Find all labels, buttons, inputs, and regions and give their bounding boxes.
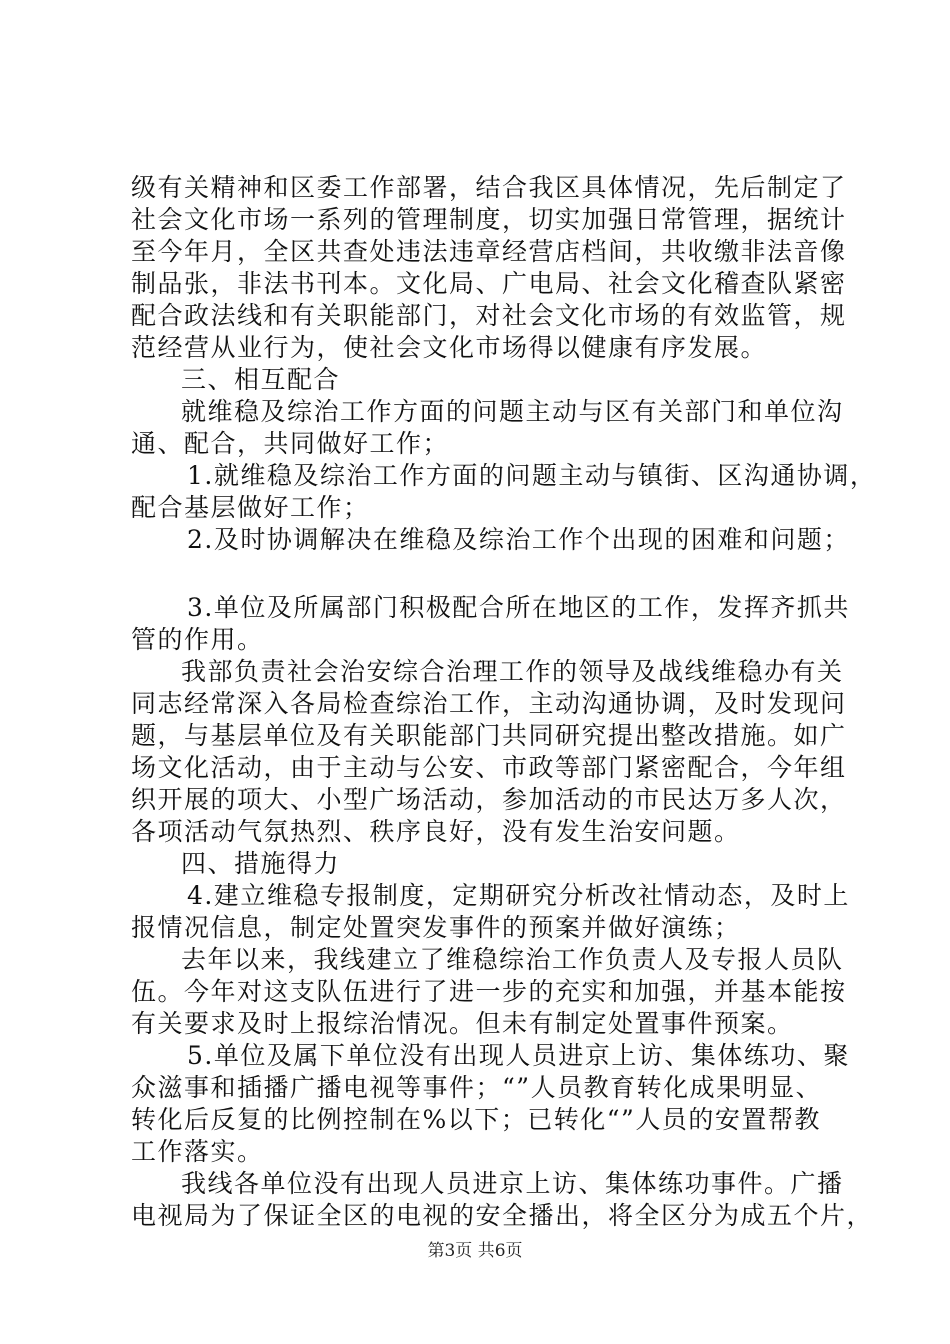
text-line: 我部负责社会治安综合治理工作的领导及战线维稳办有关: [181, 657, 844, 686]
text-line: 报情况信息，制定处置突发事件的预案并做好演练；: [131, 913, 741, 942]
text-line: 范经营从业行为，使社会文化市场得以健康有序发展。: [131, 333, 768, 362]
page-number-footer: 第3页 共6页: [427, 1241, 523, 1261]
text-line: 至今年月，全区共查处违法违章经营店档间，共收缴非法音像: [131, 237, 847, 266]
list-item: 2.及时协调解决在维稳及综治工作个出现的困难和问题；: [187, 525, 850, 554]
text-line: 电视局为了保证全区的电视的安全播出，将全区分为成五个片，: [131, 1201, 874, 1230]
text-line: 通、配合，共同做好工作；: [131, 429, 450, 458]
list-item: 3.单位及所属部门积极配合所在地区的工作，发挥齐抓共: [187, 593, 850, 622]
text-line: 众滋事和插播广播电视等事件；“”人员教育转化成果明显、: [131, 1073, 823, 1102]
text-line: 伍。今年对这支队伍进行了进一步的充实和加强，并基本能按: [131, 977, 847, 1006]
text-line: 织开展的项大、小型广场活动，参加活动的市民达万多人次，: [131, 785, 847, 814]
section-heading: 四、措施得力: [181, 849, 341, 878]
list-item: 4.建立维稳专报制度，定期研究分析改社情动态，及时上: [187, 881, 850, 910]
text-line: 有关要求及时上报综治情况。但未有制定处置事件预案。: [131, 1009, 794, 1038]
text-line: 转化后反复的比例控制在%以下；已转化“”人员的安置帮教: [131, 1105, 821, 1134]
blank-line: [131, 556, 831, 592]
list-item: 1.就维稳及综治工作方面的问题主动与镇街、区沟通协调，: [187, 461, 877, 490]
text-line: 场文化活动，由于主动与公安、市政等部门紧密配合，今年组: [131, 753, 847, 782]
body-text: [131, 172, 877, 1232]
text-line: 管的作用。: [131, 625, 264, 654]
text-line: 我线各单位没有出现人员进京上访、集体练功事件。广播: [181, 1169, 844, 1198]
text-line: 社会文化市场一系列的管理制度，切实加强日常管理，据统计: [131, 205, 847, 234]
text-line: 配合政法线和有关职能部门，对社会文化市场的有效监管，规: [131, 301, 847, 330]
text-line: 制品张，非法书刊本。文化局、广电局、社会文化稽查队紧密: [131, 269, 847, 298]
text-line: 工作落实。: [131, 1137, 264, 1166]
text-line: 各项活动气氛热烈、秩序良好，没有发生治安问题。: [131, 817, 741, 846]
list-item: 5.单位及属下单位没有出现人员进京上访、集体练功、聚: [187, 1041, 850, 1070]
text-line: 同志经常深入各局检查综治工作，主动沟通协调，及时发现问: [131, 689, 847, 718]
text-line: 去年以来，我线建立了维稳综治工作负责人及专报人员队: [181, 945, 844, 974]
text-line: 级有关精神和区委工作部署，结合我区具体情况，先后制定了: [131, 173, 847, 202]
text-line: 就维稳及综治工作方面的问题主动与区有关部门和单位沟: [181, 397, 844, 426]
text-line: 题，与基层单位及有关职能部门共同研究提出整改措施。如广: [131, 721, 847, 750]
text-line: 配合基层做好工作；: [131, 493, 370, 522]
section-heading: 三、相互配合: [181, 365, 341, 394]
